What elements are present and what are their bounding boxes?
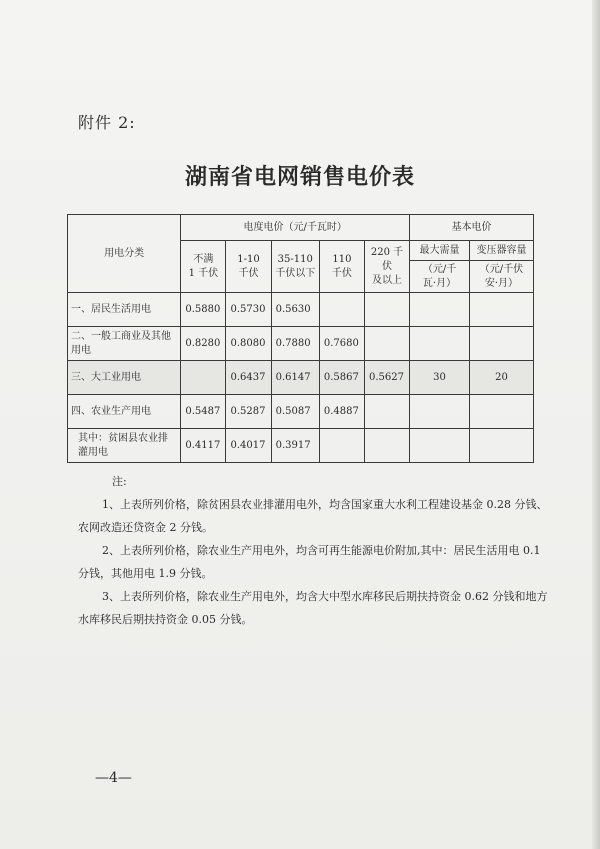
price-cell: 0.8080 xyxy=(226,327,271,361)
table-row xyxy=(68,293,534,327)
price-cell: 0.5730 xyxy=(226,293,271,327)
table-row xyxy=(68,395,534,429)
table-row xyxy=(68,327,534,361)
table-row xyxy=(68,429,534,463)
price-cell: 0.5880 xyxy=(181,293,226,327)
notes-label: 注: xyxy=(112,475,127,488)
capacity-cell xyxy=(469,293,533,327)
basic-price-header: 基本电价 xyxy=(410,215,534,241)
price-cell xyxy=(181,361,226,395)
price-cell: 0.4017 xyxy=(226,429,271,463)
price-cell: 0.5087 xyxy=(271,395,319,429)
col-110kv: 110 千伏 xyxy=(319,241,364,293)
table-row xyxy=(68,361,534,395)
price-cell: 0.3917 xyxy=(271,429,319,463)
price-cell: 0.4887 xyxy=(319,395,364,429)
capacity-cell xyxy=(469,395,533,429)
demand-cell: 30 xyxy=(410,361,470,395)
col-1-10kv: 1-10 千伏 xyxy=(226,241,271,293)
note-item: 2、上表所列价格，除农业生产用电外，均含可再生能源电价附加,其中：居民生活用电 0.1 分钱，其他用电 1.9 分钱。 xyxy=(78,544,541,580)
capacity-cell xyxy=(469,327,533,361)
price-cell: 0.6147 xyxy=(271,361,319,395)
note-item: 1、上表所列价格，除贫困县农业排灌用电外，均含国家重大水利工程建设基金 0.28 分钱、农网改造还贷资金 2 分钱。 xyxy=(78,498,548,534)
price-cell: 0.7880 xyxy=(271,327,319,361)
row-label: 一、居民生活用电 xyxy=(68,293,181,327)
price-cell: 0.5867 xyxy=(319,361,364,395)
price-cell: 0.5630 xyxy=(271,293,319,327)
price-cell: 0.6437 xyxy=(226,361,271,395)
row-label: 四、农业生产用电 xyxy=(68,395,181,429)
price-cell: 0.8280 xyxy=(181,327,226,361)
attachment-label: 附件 2: xyxy=(78,113,136,132)
capacity-cell xyxy=(469,429,533,463)
price-cell: 0.7680 xyxy=(319,327,364,361)
notes-section xyxy=(78,470,548,631)
row-label: 其中：贫困县农业排灌用电 xyxy=(68,429,181,463)
page-number: —4— xyxy=(95,770,132,786)
max-demand-unit: （元/千 瓦·月） xyxy=(410,261,470,293)
demand-cell xyxy=(410,293,470,327)
col-35-110kv: 35-110 千伏以下 xyxy=(271,241,319,293)
demand-cell xyxy=(410,429,470,463)
capacity-cell: 20 xyxy=(469,361,533,395)
col-max-demand: 最大需量 xyxy=(410,241,470,261)
energy-price-header: 电度电价（元/千瓦时） xyxy=(181,215,410,241)
tariff-table xyxy=(67,214,534,463)
demand-cell xyxy=(410,327,470,361)
price-cell: 0.5487 xyxy=(181,395,226,429)
price-cell: 0.4117 xyxy=(181,429,226,463)
note-item: 3、上表所列价格，除农业生产用电外，均含大中型水库移民后期扶持资金 0.62 分钱和地方水库移民后期扶持资金 0.05 分钱。 xyxy=(78,590,548,626)
demand-cell xyxy=(410,395,470,429)
row-label: 二、一般工商业及其他用电 xyxy=(68,327,181,361)
price-cell xyxy=(364,429,409,463)
document-title: 湖南省电网销售电价表 xyxy=(184,165,415,190)
price-cell: 0.5627 xyxy=(364,361,409,395)
transformer-capacity-unit: （元/千伏 安·月） xyxy=(469,261,533,293)
price-cell xyxy=(364,395,409,429)
binding-edge xyxy=(592,0,600,849)
price-cell xyxy=(364,327,409,361)
col-under-1kv: 不满 1 千伏 xyxy=(181,241,226,293)
price-cell xyxy=(319,293,364,327)
row-label: 三、大工业用电 xyxy=(68,361,181,395)
price-cell xyxy=(319,429,364,463)
price-cell: 0.5287 xyxy=(226,395,271,429)
category-header: 用电分类 xyxy=(68,215,181,293)
price-cell xyxy=(364,293,409,327)
col-transformer-capacity: 变压器容量 xyxy=(469,241,533,261)
col-220kv-plus: 220 千伏 及以上 xyxy=(364,241,409,293)
